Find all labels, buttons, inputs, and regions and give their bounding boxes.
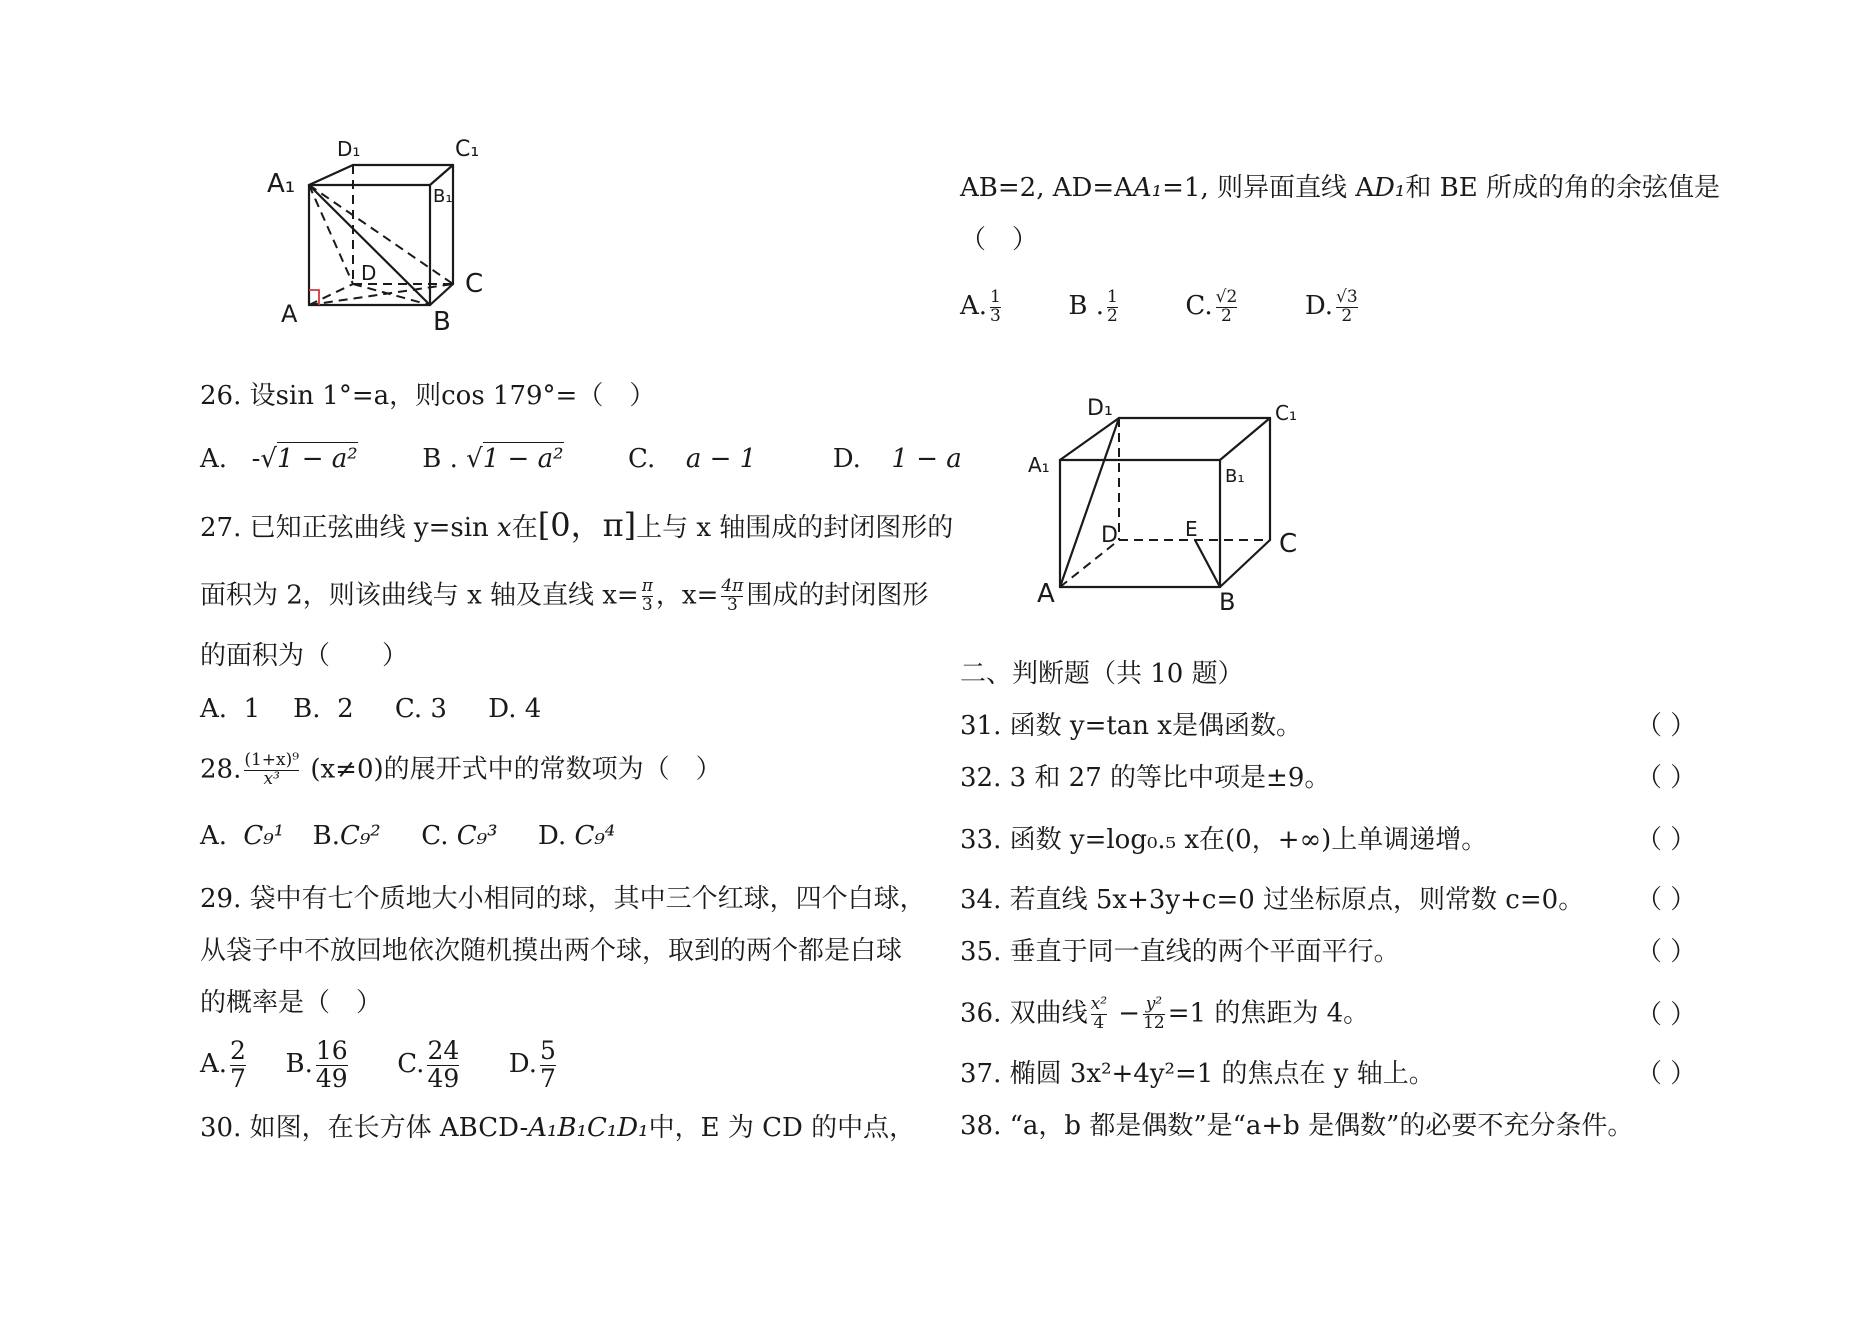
bracket-33[interactable]: （ ） xyxy=(1636,825,1697,855)
label-b1: B₁ xyxy=(433,186,453,207)
q29-options: A. $\frac{2}{7}$ B. $\frac{16}{49}$ C. $\frac{24}{49}$ D. $\frac{5}{7}$ xyxy=(200,1036,556,1093)
q26-stem: 26. 设sin 1°=a，则cos 179°=（ ） xyxy=(200,381,656,411)
judgment-37: 37. 椭圆 3x²+4y²=1 的焦点在 y 轴上。 xyxy=(960,1059,1435,1089)
judgment-35: 35. 垂直于同一直线的两个平面平行。 xyxy=(960,937,1400,967)
label-b1: B₁ xyxy=(1225,466,1245,487)
q27-line2: 面积为 2，则该曲线与 x 轴及直线 x= $\frac{\pi}{3}$ ，x= $\frac{4\pi}{3}$ 围成的封闭图形 xyxy=(200,576,929,615)
q27-line3: 的面积为（ ） xyxy=(200,641,409,671)
q28-stem: 28. $\frac{\text{(1+x)⁹}}{\text{x³}}$ (x≠0)的展开式中的常数项为（ ） xyxy=(200,750,722,789)
judgment-31: 31. 函数 y=tan x是偶函数。 xyxy=(960,711,1302,741)
label-c: C xyxy=(465,269,484,299)
section-title: 二、判断题（共 10 题） xyxy=(960,659,1244,689)
judgment-32: 32. 3 和 27 的等比中项是±9。 xyxy=(960,763,1331,793)
label-c: C xyxy=(1279,529,1298,559)
q29-line1: 29. 袋中有七个质地大小相同的球，其中三个红球，四个白球， xyxy=(200,884,926,914)
bracket-35[interactable]: （ ） xyxy=(1636,937,1697,967)
cuboid-figure-2 xyxy=(1025,390,1325,615)
q29-line2: 从袋子中不放回地依次随机摸出两个球，取到的两个都是白球 xyxy=(200,936,903,966)
cube-figure-1 xyxy=(255,130,515,345)
bracket-31[interactable]: （ ） xyxy=(1636,711,1697,741)
label-d1: D₁ xyxy=(1087,396,1113,421)
q27-line1: 27. 已知正弦曲线 y=sin x在[0，π]上与 x 轴围成的封闭图形的 xyxy=(200,506,954,544)
judgment-38: 38. “a，b 都是偶数”是“a+b 是偶数”的必要不充分条件。 xyxy=(960,1111,1634,1141)
q30-options: A. $\frac{1}{3}$ B . $\frac{1}{2}$ C. $\frac{√2}{2}$ D. $\frac{√3}{2}$ xyxy=(960,286,1358,326)
bracket-36[interactable]: （ ） xyxy=(1636,1000,1697,1030)
q27-options: A. 1 B. 2 C. 3 D. 4 xyxy=(200,694,542,724)
label-d1: D₁ xyxy=(337,137,361,161)
label-c1: C₁ xyxy=(455,137,480,162)
q30-line3: （ ） xyxy=(960,225,1039,255)
q30-line1: 30. 如图，在长方体 ABCD-A₁B₁C₁D₁中，E 为 CD 的中点， xyxy=(200,1113,916,1143)
label-d: D xyxy=(361,261,377,285)
label-c1: C₁ xyxy=(1275,401,1297,425)
label-b: B xyxy=(1219,588,1236,615)
label-b: B xyxy=(433,307,451,337)
bracket-32[interactable]: （ ） xyxy=(1636,763,1697,793)
q28-options: A. C₉¹ B.C₉² C. C₉³ D. C₉⁴ xyxy=(200,821,616,851)
bracket-34[interactable]: （ ） xyxy=(1636,885,1697,915)
label-a1: A₁ xyxy=(267,169,296,199)
label-a1: A₁ xyxy=(1028,453,1050,477)
label-d: D xyxy=(1101,523,1118,548)
label-e: E xyxy=(1185,517,1198,541)
judgment-34: 34. 若直线 5x+3y+c=0 过坐标原点，则常数 c=0。 xyxy=(960,885,1585,915)
judgment-36: 36. 双曲线 $\frac{\text{x²}}{4}$ − $\frac{\text{y²}}{12}$ =1 的焦距为 4。 xyxy=(960,994,1370,1033)
bracket-37[interactable]: （ ） xyxy=(1636,1059,1697,1089)
q29-line3: 的概率是（ ） xyxy=(200,988,383,1018)
judgment-33: 33. 函数 y=log₀.₅ x在(0，+∞)上单调递增。 xyxy=(960,825,1488,855)
q30-line2: AB=2, AD=AA₁=1, 则异面直线 AD₁和 BE 所成的角的余弦值是 xyxy=(960,173,1720,203)
label-a: A xyxy=(281,300,298,328)
label-a: A xyxy=(1037,579,1055,609)
q26-options: A. -√1 − a² B . √1 − a² C. a − 1 D. 1 − a xyxy=(200,444,962,474)
